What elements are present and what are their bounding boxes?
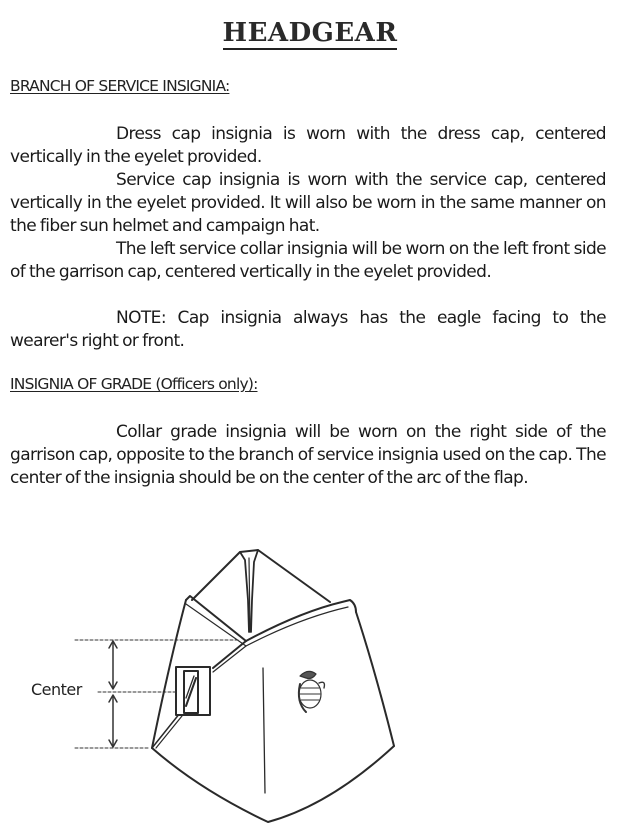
paragraph-service-cap xyxy=(10,169,606,238)
page-title xyxy=(0,18,620,48)
paragraph-text: The left service collar insignia will be worn on the left front side of the garrison cap, centered vertically in the eyelet provided. xyxy=(10,239,606,282)
center-label: Center xyxy=(31,680,82,699)
section-heading-branch: BRANCH OF SERVICE INSIGNIA: xyxy=(10,77,230,95)
dimension-arrows xyxy=(75,640,240,748)
grade-insignia-bar xyxy=(176,667,210,715)
paragraph-dress-cap xyxy=(10,123,606,169)
paragraph-text: Service cap insignia is worn with the service cap, centered vertically in the eyelet provided. It will also be worn in the same manner on the fiber sun helmet and campaign hat. xyxy=(10,170,606,236)
paragraph-text: NOTE: Cap insignia always has the eagle facing to the wearer's right or front. xyxy=(10,308,606,351)
paragraph-text: Dress cap insignia is worn with the dress cap, centered vertically in the eyelet provided. xyxy=(10,124,606,167)
section-heading-grade: INSIGNIA OF GRADE (Officers only): xyxy=(10,375,258,393)
paragraph-garrison-cap xyxy=(10,238,606,284)
paragraph-note xyxy=(10,307,606,353)
title-text: HEADGEAR xyxy=(222,18,398,48)
eagle-globe-anchor-emblem xyxy=(299,671,325,712)
paragraph-collar-grade xyxy=(10,421,606,490)
paragraph-text: Collar grade insignia will be worn on the right side of the garrison cap, opposite to the branch of service insignia used on the cap. The center of the insignia should be on the center of the arc of the flap. xyxy=(10,422,606,488)
garrison-cap-illustration xyxy=(0,530,420,825)
